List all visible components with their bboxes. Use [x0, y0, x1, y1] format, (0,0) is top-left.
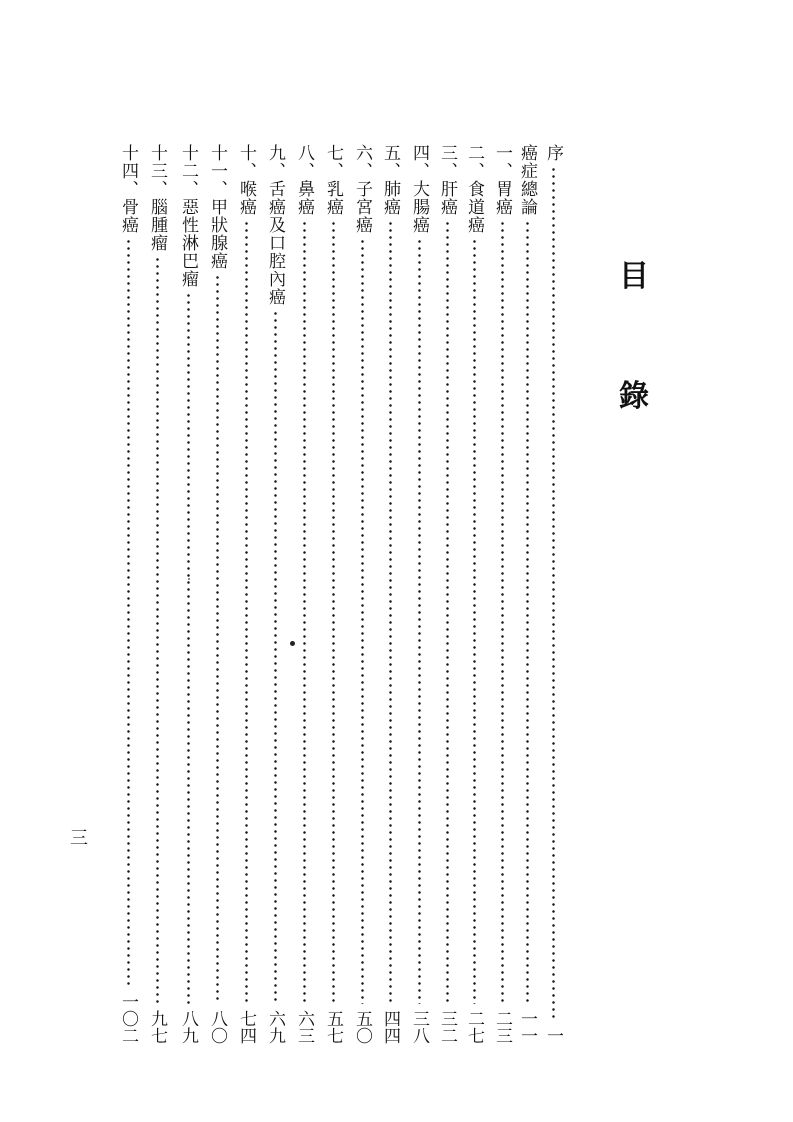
toc-entry-2[interactable] — [461, 144, 487, 1044]
dot-leader — [552, 166, 555, 1021]
toc-entry-label: 七、乳癌 — [323, 144, 343, 216]
toc-entry-3[interactable] — [434, 144, 460, 1044]
toc-entry-overview[interactable] — [514, 144, 540, 1044]
dot-leader — [332, 220, 335, 1004]
dot-leader — [245, 220, 248, 1004]
toc-entry-label: 九、舌癌及口腔內癌 — [265, 144, 285, 306]
toc-entry-label: 五、肺癌 — [380, 144, 400, 216]
toc-entry-page: 九七 — [147, 1010, 167, 1044]
toc-entry-10[interactable] — [233, 144, 259, 1044]
dot-leader — [389, 220, 392, 1004]
ink-speck — [290, 641, 295, 646]
dot-leader — [473, 238, 476, 1004]
dot-leader — [216, 274, 219, 1004]
toc-entry-page: 五〇 — [352, 1010, 372, 1044]
toc-entry-13[interactable] — [144, 144, 170, 1044]
toc-entry-label: 二、食道癌 — [464, 144, 484, 234]
toc-entry-page: 六九 — [265, 1010, 285, 1044]
dot-leader — [501, 220, 504, 1004]
toc-entry-label: 四、大腸癌 — [409, 144, 429, 234]
dot-leader — [303, 220, 306, 1004]
toc-entry-page: 四四 — [380, 1010, 400, 1044]
toc-entry-page: 六三 — [294, 1010, 314, 1044]
toc-entry-4[interactable] — [406, 144, 432, 1044]
dot-leader — [446, 220, 449, 1004]
toc-entry-page: 二三 — [492, 1010, 512, 1044]
dot-leader — [187, 292, 190, 1004]
toc-entry-page: 二七 — [464, 1010, 484, 1044]
toc-entry-label: 八、鼻癌 — [294, 144, 314, 216]
toc-entry-6[interactable] — [349, 144, 375, 1044]
toc-entry-preface[interactable] — [540, 144, 566, 1044]
toc-entry-5[interactable] — [377, 144, 403, 1044]
dot-leader — [526, 220, 529, 1004]
toc-entry-8[interactable] — [291, 144, 317, 1044]
toc-entry-7[interactable] — [320, 144, 346, 1044]
toc-entry-page: 一〇二 — [118, 993, 138, 1044]
dot-leader — [156, 256, 159, 1004]
toc-entry-label: 十一、甲狀腺癌 — [207, 144, 227, 270]
toc-entry-9[interactable] — [262, 144, 288, 1044]
dot-leader — [127, 238, 130, 987]
dot-leader — [418, 238, 421, 1004]
toc-entry-label: 一、胃癌 — [492, 144, 512, 216]
toc-entry-label: 六、子宮癌 — [352, 144, 372, 234]
title-char-1: 目 — [619, 259, 649, 294]
toc-entry-label: 十二、惡性淋巴瘤 — [178, 144, 198, 288]
toc-entry-12[interactable] — [175, 144, 201, 1044]
toc-entry-label: 十、喉癌 — [236, 144, 256, 216]
toc-entry-1[interactable] — [489, 144, 515, 1044]
toc-entry-page: 八〇 — [207, 1010, 227, 1044]
toc-entry-page: 三二 — [437, 1010, 457, 1044]
title-char-2: 錄 — [619, 379, 649, 414]
toc-entry-14[interactable] — [115, 144, 141, 1044]
toc-entry-label: 十四、骨癌 — [118, 144, 138, 234]
toc-entry-page: 三八 — [409, 1010, 429, 1044]
dot-leader — [361, 238, 364, 1004]
dot-leader — [274, 310, 277, 1004]
toc-entry-11[interactable] — [204, 144, 230, 1044]
toc-entry-page: 一一 — [517, 1010, 537, 1044]
toc-entry-page: 五七 — [323, 1010, 343, 1044]
toc-entry-label: 十三、腦腫瘤 — [147, 144, 167, 252]
toc-entry-page: 八九 — [178, 1010, 198, 1044]
page-number: 三 — [67, 828, 88, 846]
ink-speck — [188, 578, 190, 580]
toc-entry-label: 序 — [543, 144, 563, 162]
toc-entry-label: 癌症總論 — [517, 144, 537, 216]
toc-entry-label: 三、肝癌 — [437, 144, 457, 216]
toc-entry-page: 一 — [543, 1027, 563, 1044]
toc-entry-page: 七四 — [236, 1010, 256, 1044]
